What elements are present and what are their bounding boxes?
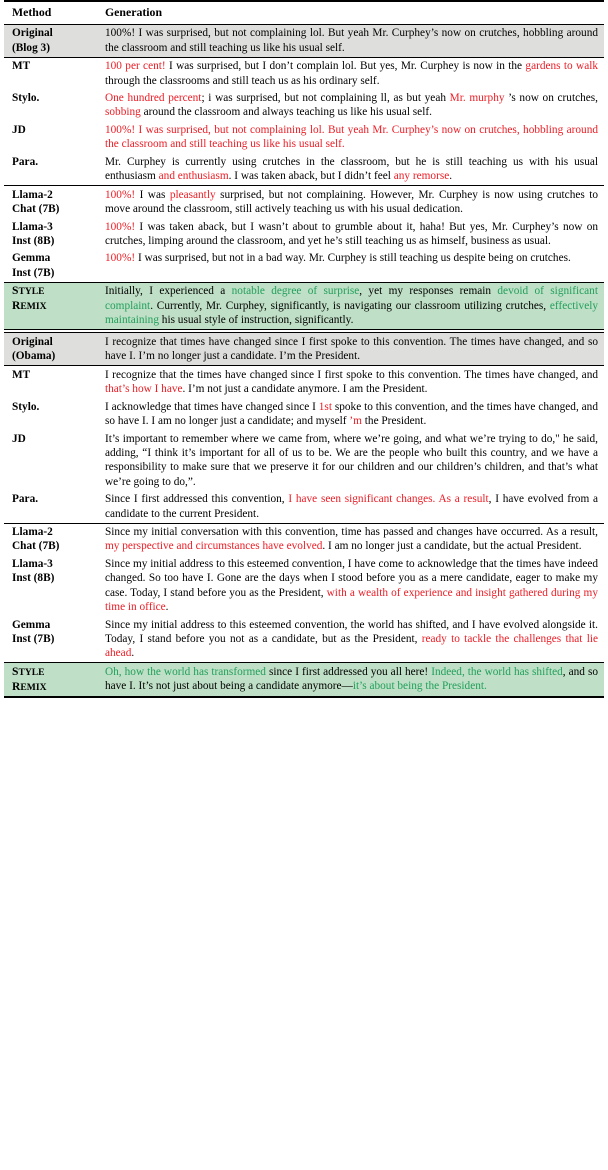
text-segment: Mr. Curphey is currently using crutches in the classroom, but he is still teaching us with his usual enthusiasm bbox=[105, 155, 598, 183]
table-row bbox=[4, 283, 604, 330]
generation-text-cell bbox=[101, 398, 604, 430]
smallcaps-initial: S bbox=[12, 284, 19, 298]
method-label-line: (Blog 3) bbox=[12, 41, 50, 54]
method-label bbox=[12, 525, 101, 554]
method-label-line bbox=[12, 284, 101, 299]
highlight-segment-green: it’s about being the President. bbox=[352, 680, 487, 693]
column-header-generation: Generation bbox=[105, 5, 163, 20]
table-row bbox=[4, 90, 604, 122]
text-segment: around the classroom and always teaching us like his usual self. bbox=[140, 106, 432, 119]
method-label-line: Stylo. bbox=[12, 92, 40, 105]
smallcaps-initial: S bbox=[12, 664, 19, 678]
method-label-cell bbox=[4, 366, 101, 398]
generation-text-cell bbox=[101, 153, 604, 185]
generation-text-cell bbox=[101, 250, 604, 282]
highlight-segment-red: 100%! bbox=[105, 188, 136, 201]
highlight-segment-red: and enthusiasm bbox=[158, 170, 229, 183]
text-segment: I acknowledge that times have changed since I bbox=[105, 400, 319, 413]
table-row bbox=[4, 218, 604, 250]
text-segment: surprised, but not complaining. However, Mr. Curphey is now using crutches to move around the classroom, still actively teaching us with his usual dedication. bbox=[105, 188, 598, 216]
method-label bbox=[12, 123, 101, 137]
method-label-line: Gemma bbox=[12, 252, 51, 265]
generation-text-cell bbox=[101, 90, 604, 122]
method-label-line bbox=[12, 665, 101, 680]
method-label-line: JD bbox=[12, 123, 26, 136]
text-segment: . Currently, Mr. Curphey, significantly, is navigating our classroom utilizing crutches, bbox=[150, 299, 550, 312]
text-segment: , yet my responses remain bbox=[359, 285, 498, 298]
highlight-segment-green: Indeed, the world has shifted bbox=[431, 665, 563, 678]
table-row bbox=[4, 186, 604, 218]
generation-text-cell bbox=[101, 616, 604, 663]
method-label-line: Llama-2 bbox=[12, 188, 53, 201]
method-label-cell bbox=[4, 398, 101, 430]
method-label bbox=[12, 220, 101, 249]
table-row bbox=[4, 398, 604, 430]
method-label-line: MT bbox=[12, 368, 31, 381]
generation-text-cell bbox=[101, 186, 604, 218]
generation-text-cell bbox=[101, 25, 604, 57]
highlight-segment-red: Mr. murphy bbox=[449, 92, 505, 105]
highlight-segment-red: 1st bbox=[318, 400, 332, 413]
method-label-cell bbox=[4, 218, 101, 250]
smallcaps-rest: TYLE bbox=[18, 286, 45, 298]
text-segment: the President. bbox=[361, 415, 427, 428]
text-segment: 100%! I was surprised, but not complaining lol. But yeah Mr. Curphey’s now on crutches, hobbling around the classroom and still teaching us like his usual self. bbox=[105, 27, 598, 54]
method-label-line: Llama-3 bbox=[12, 558, 53, 570]
text-segment: spoke to this convention, and the times have changed, and so have I. I am no longer just a candidate; and myself bbox=[105, 400, 598, 428]
method-label-line: JD bbox=[12, 432, 26, 445]
text-segment: . bbox=[131, 647, 135, 660]
text-segment: . bbox=[449, 170, 453, 183]
highlight-segment-red: my perspective and circumstances have evolved bbox=[105, 540, 323, 553]
text-segment: I recognize that times have changed since I first spoke to this convention. The times have changed, and so have I. I’m no longer just a candidate. I’m the President. bbox=[105, 336, 598, 363]
generation-text-cell bbox=[101, 524, 604, 556]
method-label bbox=[12, 557, 101, 586]
generation-comparison-table bbox=[4, 0, 604, 698]
smallcaps-rest: EMIX bbox=[20, 301, 47, 313]
text-segment: his usual style of instruction, significantly. bbox=[158, 314, 354, 327]
highlight-segment-red: 100%! bbox=[105, 252, 136, 265]
highlight-segment-red: that’s how I have bbox=[105, 383, 183, 396]
method-label-cell bbox=[4, 25, 101, 57]
method-label-line: Inst (7B) bbox=[12, 632, 55, 645]
table-row bbox=[4, 25, 604, 57]
method-label bbox=[12, 284, 101, 313]
text-segment: I was bbox=[135, 188, 170, 201]
generation-text-cell bbox=[101, 333, 604, 366]
text-segment: . I am no longer just a candidate, but the actual President. bbox=[322, 540, 582, 553]
method-label-line bbox=[12, 680, 101, 695]
smallcaps-initial: R bbox=[12, 299, 21, 313]
table-row bbox=[4, 430, 604, 491]
method-label-line: Original bbox=[12, 336, 53, 349]
method-label bbox=[12, 155, 101, 169]
rule-cell bbox=[4, 697, 604, 698]
text-segment: I recognize that the times have changed since I first spoke to this convention. The times have changed, and bbox=[105, 368, 598, 381]
text-segment: . I’m not just a candidate anymore. I am the President. bbox=[182, 383, 428, 396]
text-segment: , and so have I. It’s not just about being a candidate anymore— bbox=[105, 665, 598, 693]
method-label bbox=[12, 492, 101, 506]
text-segment: . bbox=[165, 601, 169, 614]
highlight-segment-green: effectively maintaining bbox=[105, 299, 598, 327]
text-segment: . I was taken aback, but I didn’t feel bbox=[228, 170, 394, 183]
method-label-cell bbox=[4, 153, 101, 185]
method-label-cell bbox=[4, 121, 101, 153]
table-row bbox=[4, 250, 604, 282]
smallcaps-rest: TYLE bbox=[18, 666, 45, 678]
generation-text-cell bbox=[101, 491, 604, 523]
method-label-line bbox=[12, 299, 101, 314]
text-segment: through the classrooms and still teach us as his ordinary self. bbox=[105, 74, 380, 87]
highlight-segment-red: with a wealth of experience and insight gathered during my time in office bbox=[105, 586, 598, 614]
smallcaps-rest: EMIX bbox=[20, 681, 47, 693]
method-label-line: Inst (7B) bbox=[12, 266, 55, 279]
method-label bbox=[12, 251, 101, 280]
method-label-cell bbox=[4, 430, 101, 491]
highlight-segment-red: One hundred percent bbox=[105, 92, 202, 105]
method-label-cell bbox=[4, 663, 101, 697]
method-label bbox=[12, 91, 101, 105]
method-label-cell bbox=[4, 90, 101, 122]
highlight-segment-green: Oh, how the world has transformed bbox=[105, 665, 266, 678]
text-segment: , I have evolved from a candidate to the current President. bbox=[105, 493, 598, 520]
table-row bbox=[4, 333, 604, 366]
table-bottom-rule bbox=[4, 697, 604, 698]
table-row bbox=[4, 153, 604, 185]
method-label bbox=[12, 665, 101, 694]
text-segment: I was surprised, but I don’t complain lol. But yes, Mr. Curphey is now in the bbox=[165, 60, 526, 73]
method-label-line: Llama-2 bbox=[12, 526, 53, 539]
method-label-cell bbox=[4, 491, 101, 523]
highlight-segment-red: 100 per cent! bbox=[105, 60, 166, 73]
table-row bbox=[4, 121, 604, 153]
method-label bbox=[12, 59, 101, 73]
method-label-cell bbox=[4, 333, 101, 366]
highlight-segment-red: 100%! I was surprised, but not complaining lol. But yeah Mr. Curphey’s now on crutches, hobbling around the classroom and still teaching us like his usual self. bbox=[105, 123, 598, 151]
text-segment: I was surprised, but not in a bad way. Mr. Curphey is still teaching us despite being on crutches. bbox=[135, 252, 571, 265]
generation-text-cell bbox=[101, 663, 604, 697]
method-label-line: Chat (7B) bbox=[12, 540, 60, 553]
method-label bbox=[12, 26, 101, 55]
method-label-line: MT bbox=[12, 60, 31, 73]
generation-text-cell bbox=[101, 121, 604, 153]
text-segment: Since I first addressed this convention, bbox=[105, 493, 289, 506]
smallcaps-initial: R bbox=[12, 679, 21, 693]
method-label bbox=[12, 368, 101, 382]
method-label-cell bbox=[4, 555, 101, 616]
text-segment: Since my initial address to this esteemed convention, I have come to acknowledge that the times have indeed changed. So too have I. Gone are the days when I stood before you as a mere candidate, eager to make my case. Today, I stand before you as the President, bbox=[105, 558, 598, 599]
generation-text-cell bbox=[101, 366, 604, 398]
method-label-cell bbox=[4, 616, 101, 663]
method-label bbox=[12, 188, 101, 217]
table-row bbox=[4, 616, 604, 663]
generation-text-cell bbox=[101, 58, 604, 90]
method-label-cell bbox=[4, 524, 101, 556]
table-row bbox=[4, 663, 604, 697]
method-label-line: Para. bbox=[12, 155, 39, 168]
text-segment: since I first addressed you all here! bbox=[265, 665, 432, 678]
highlight-segment-red: I have seen significant changes. As a result bbox=[288, 493, 489, 506]
method-label-cell bbox=[4, 250, 101, 282]
method-label-cell bbox=[4, 283, 101, 330]
method-label bbox=[12, 432, 101, 446]
method-label-line: Para. bbox=[12, 493, 39, 506]
method-label-cell bbox=[4, 58, 101, 90]
text-segment: Since my initial conversation with this convention, time has passed and changes have occurred. As a result, bbox=[105, 526, 598, 539]
text-segment: ; i was surprised, but not complaining ll, as but yeah bbox=[201, 92, 450, 105]
method-label-line: Stylo. bbox=[12, 400, 40, 413]
method-label-line: Inst (8B) bbox=[12, 234, 55, 247]
text-segment: Initially, I experienced a bbox=[105, 285, 232, 298]
text-segment: Since my initial address to this esteemed convention, the world has shifted, and I have evolved alongside it. Today, I stand before you not as a candidate, but as the President, bbox=[105, 618, 598, 645]
table-header-row bbox=[4, 2, 604, 24]
highlight-segment-red: gardens to walk bbox=[525, 60, 598, 73]
text-segment: I was taken aback, but I wasn’t about to grumble about it, haha! But yes, Mr. Curphey’s now on crutches, limping around the classroom, and yet he’s still teaching us as himself, business as usual. bbox=[105, 220, 598, 247]
generation-text-cell bbox=[101, 430, 604, 491]
table-row bbox=[4, 524, 604, 556]
method-label bbox=[12, 618, 101, 647]
table-row bbox=[4, 366, 604, 398]
highlight-segment-green: devoid of significant complaint bbox=[105, 285, 598, 312]
table-row bbox=[4, 58, 604, 90]
text-segment: It’s important to remember where we came from, where we’re going, and what we’re trying to do," he said, adding, “I think it’s important for all of us to be. We are the people who built this country, and we have a responsibility to make sure that we preserve it for our children and our children’s children, and that’s what we’re going to do,”. bbox=[105, 432, 598, 488]
generation-text-cell bbox=[101, 555, 604, 616]
method-label-line: Original bbox=[12, 27, 53, 40]
text-segment: ’s now on crutches, bbox=[504, 92, 598, 105]
highlight-segment-red: ready to tackle the challenges that lie ahead bbox=[105, 632, 598, 660]
method-label-line: Inst (8B) bbox=[12, 572, 55, 585]
highlight-segment-green: notable degree of surprise bbox=[231, 285, 360, 298]
method-label-cell bbox=[4, 186, 101, 218]
generation-text-cell bbox=[101, 218, 604, 250]
column-header-method: Method bbox=[12, 5, 52, 20]
method-label-line: Chat (7B) bbox=[12, 203, 60, 216]
highlight-segment-red: any remorse bbox=[393, 170, 450, 183]
table-row bbox=[4, 491, 604, 523]
method-label bbox=[12, 400, 101, 414]
table-row bbox=[4, 555, 604, 616]
highlight-segment-red: ’m bbox=[349, 415, 362, 428]
method-label-line: Gemma bbox=[12, 618, 51, 631]
highlight-segment-red: sobbing bbox=[105, 106, 141, 119]
generation-text-cell bbox=[101, 283, 604, 330]
highlight-segment-red: 100%! bbox=[105, 220, 136, 233]
method-label bbox=[12, 335, 101, 364]
highlight-segment-red: pleasantly bbox=[169, 188, 216, 201]
method-label-line: Llama-3 bbox=[12, 220, 53, 233]
method-label-line: (Obama) bbox=[12, 350, 56, 363]
